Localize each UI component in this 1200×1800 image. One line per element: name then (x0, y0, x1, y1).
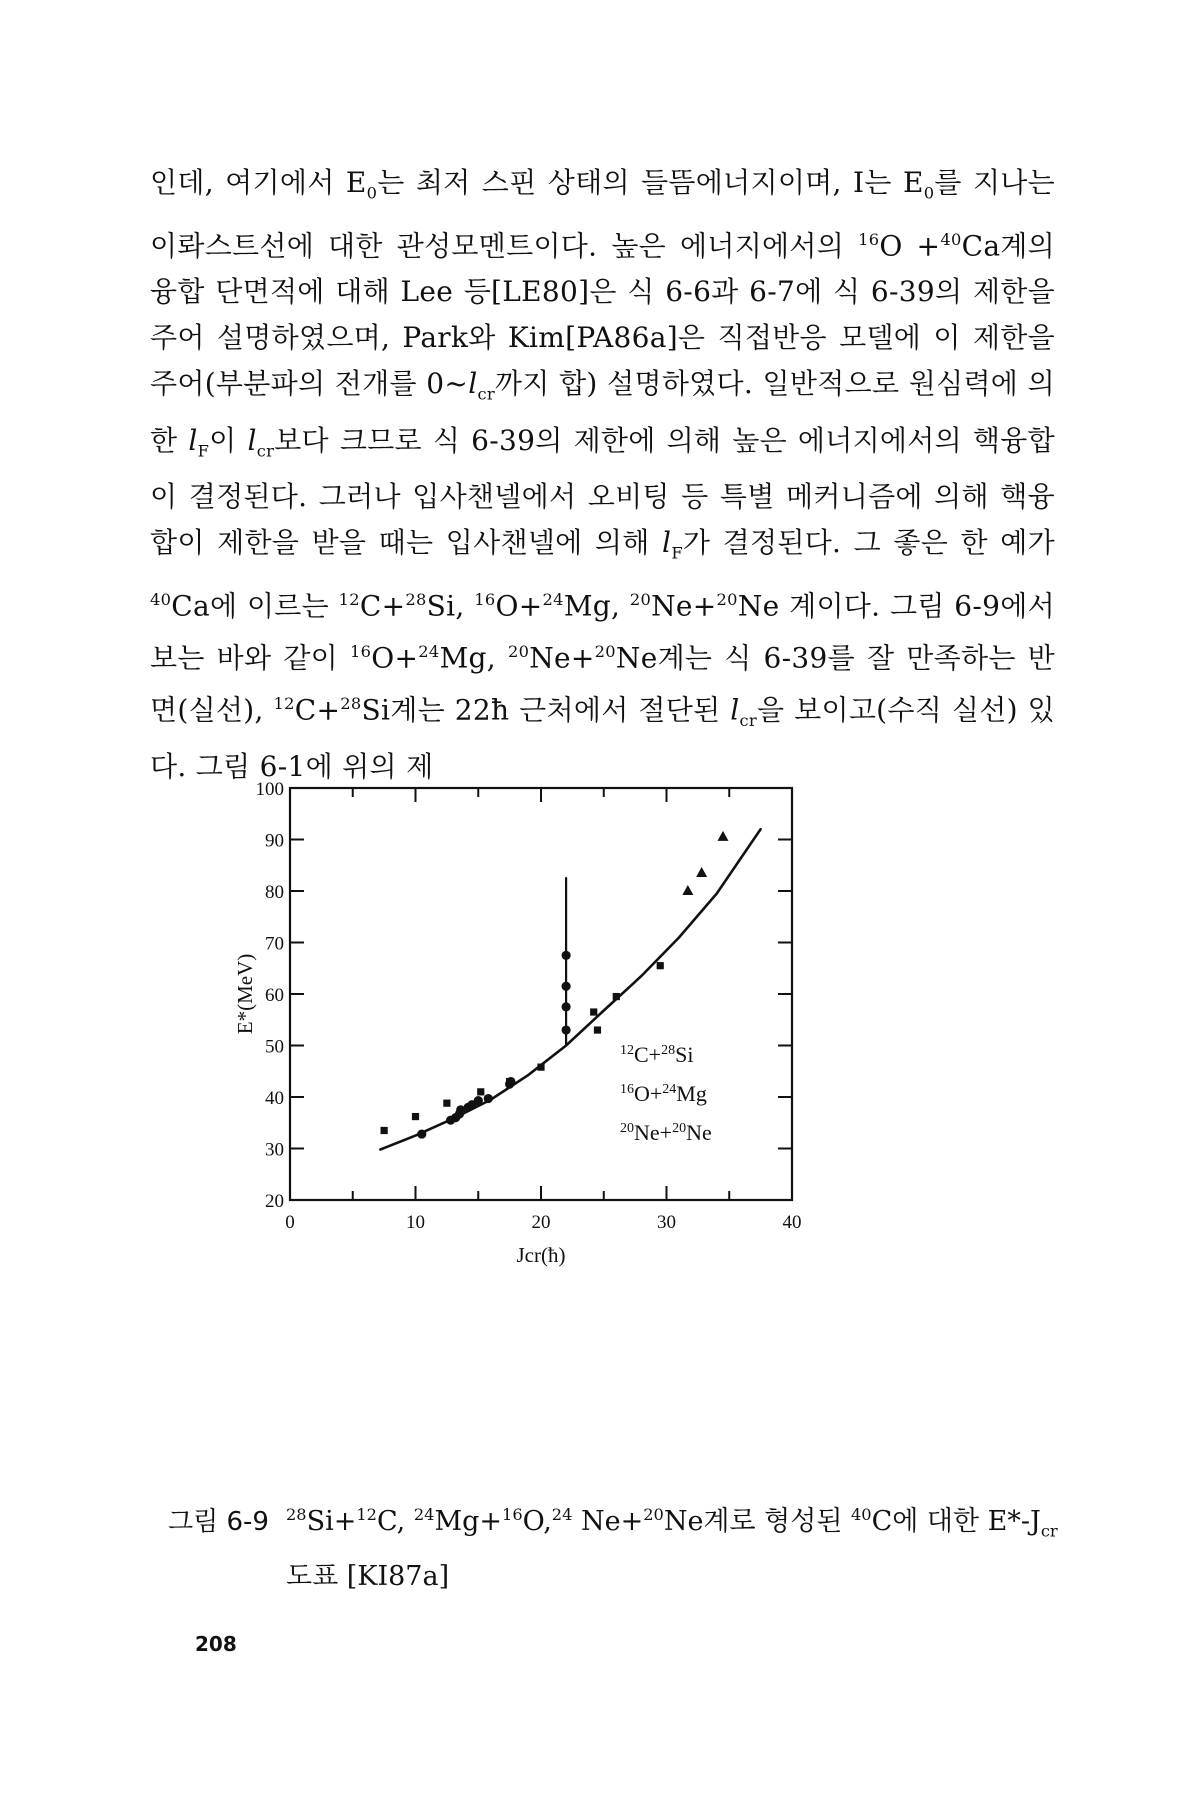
x-tick-label: 30 (657, 1212, 676, 1233)
x-tick-label: 20 (531, 1212, 551, 1233)
y-tick-label: 70 (265, 933, 284, 955)
data-point-12c-28si (474, 1096, 483, 1105)
x-tick-label: 40 (782, 1212, 802, 1233)
data-point-12c-28si (562, 951, 571, 960)
legend-entry: $^{16}$O+$^{24}$Mg (620, 1081, 707, 1106)
page-number: 208 (195, 1632, 237, 1656)
data-point-16o-24mg (537, 1064, 544, 1071)
x-tick-label: 10 (406, 1212, 425, 1233)
data-point-16o-24mg (443, 1100, 450, 1107)
data-point-12c-28si (417, 1129, 426, 1138)
y-tick-label: 50 (265, 1036, 284, 1058)
data-point-16o-24mg (381, 1127, 388, 1134)
data-point-12c-28si (484, 1094, 493, 1103)
data-point-16o-24mg (613, 993, 620, 1000)
body-paragraph: 인데, 여기에서 $E_0$는 최저 스핀 상태의 들뜸에너지이며, I는 $E_0$를 지나는 이롸스트선에 대한 관성모멘트이다. 높은 에너지에서의 $^{16}$O +$^{40}$Ca계의 융합 단면적에 대해 Lee 등[LE80]은 식 6-6과 6-7에 식 6-39의 제한을 주어 설명하였으며, Park와 Kim[PA86a]은 직접반응 모델에 이 제한을 주어(부분파의 전개를 $0\sim l_{cr}$까지 합) 설명하였다. 일반적으로 원심력에 의한 $l_F$이 $l_{cr}$보다 크므로 식 6-39의 제한에 의해 높은 에너지에서의 핵융합이 결정된다. 그러나 입사챈넬에서 오비팅 등 특별 메커니즘에 의해 핵융합이 제한을 받을 때는 입사챈넬에 의해 $l_F$가 결정된다. 그 좋은 한 예가 $^{40}$Ca에 이르는 $^{12}$C+$^{28}$Si, $^{16}$O+$^{24}$Mg, $^{20}$Ne+$^{20}$Ne 계이다. 그림 6-9에서 보는 바와 같이 $^{16}$O+$^{24}$Mg, $^{20}$Ne+$^{20}$Ne계는 식 6-39를 잘 만족하는 반면(실선), $^{12}$C+$^{28}$Si계는 22ħ 근처에서 절단된 $l_{cr}$을 보이고(수직 실선) 있다. 그림 6-1에 위의 제 (150, 166, 1056, 784)
data-point-12c-28si (562, 1002, 571, 1011)
x-axis-label: Jcr(ħ) (516, 1243, 566, 1267)
data-point-16o-24mg (506, 1078, 513, 1085)
caption-line-2: 도표 [KI87a] (286, 1561, 450, 1593)
data-point-16o-24mg (594, 1026, 601, 1033)
figure-caption (168, 1492, 1068, 1600)
y-tick-label: 20 (265, 1191, 284, 1212)
data-point-16o-24mg (412, 1113, 419, 1120)
figure-6-9-chart (230, 780, 990, 1480)
caption-line-1: 그림 6-9 $^{28}$Si+$^{12}$C, $^{24}$Mg+$^{16}$O,$^{24}$ Ne+$^{20}$Ne계로 형성된 $^{40}$C에 대한 $E*-J_{cr}$ (168, 1492, 1068, 1554)
data-point-20ne-20ne (696, 867, 707, 877)
data-point-16o-24mg (477, 1088, 484, 1095)
plot-frame (290, 788, 792, 1200)
y-axis-label: E*(MeV) (233, 953, 257, 1035)
data-point-20ne-20ne (717, 831, 728, 841)
data-point-16o-24mg (657, 962, 664, 969)
y-tick-label: 90 (265, 830, 284, 852)
y-tick-label: 80 (265, 882, 284, 903)
legend-entry: $^{12}$C+$^{28}$Si (620, 1042, 694, 1067)
y-tick-label: 40 (265, 1088, 284, 1109)
data-point-20ne-20ne (682, 885, 693, 895)
y-tick-label: 60 (265, 985, 284, 1006)
legend-entry: $^{20}$Ne+$^{20}$Ne (620, 1120, 712, 1145)
data-point-12c-28si (562, 1025, 571, 1034)
caption-label: 그림 6-9 (168, 1507, 269, 1537)
data-point-16o-24mg (590, 1008, 597, 1015)
x-tick-label: 0 (285, 1212, 295, 1233)
data-point-12c-28si (562, 982, 571, 991)
y-tick-label: 30 (265, 1139, 284, 1161)
y-tick-label: 100 (255, 780, 284, 800)
